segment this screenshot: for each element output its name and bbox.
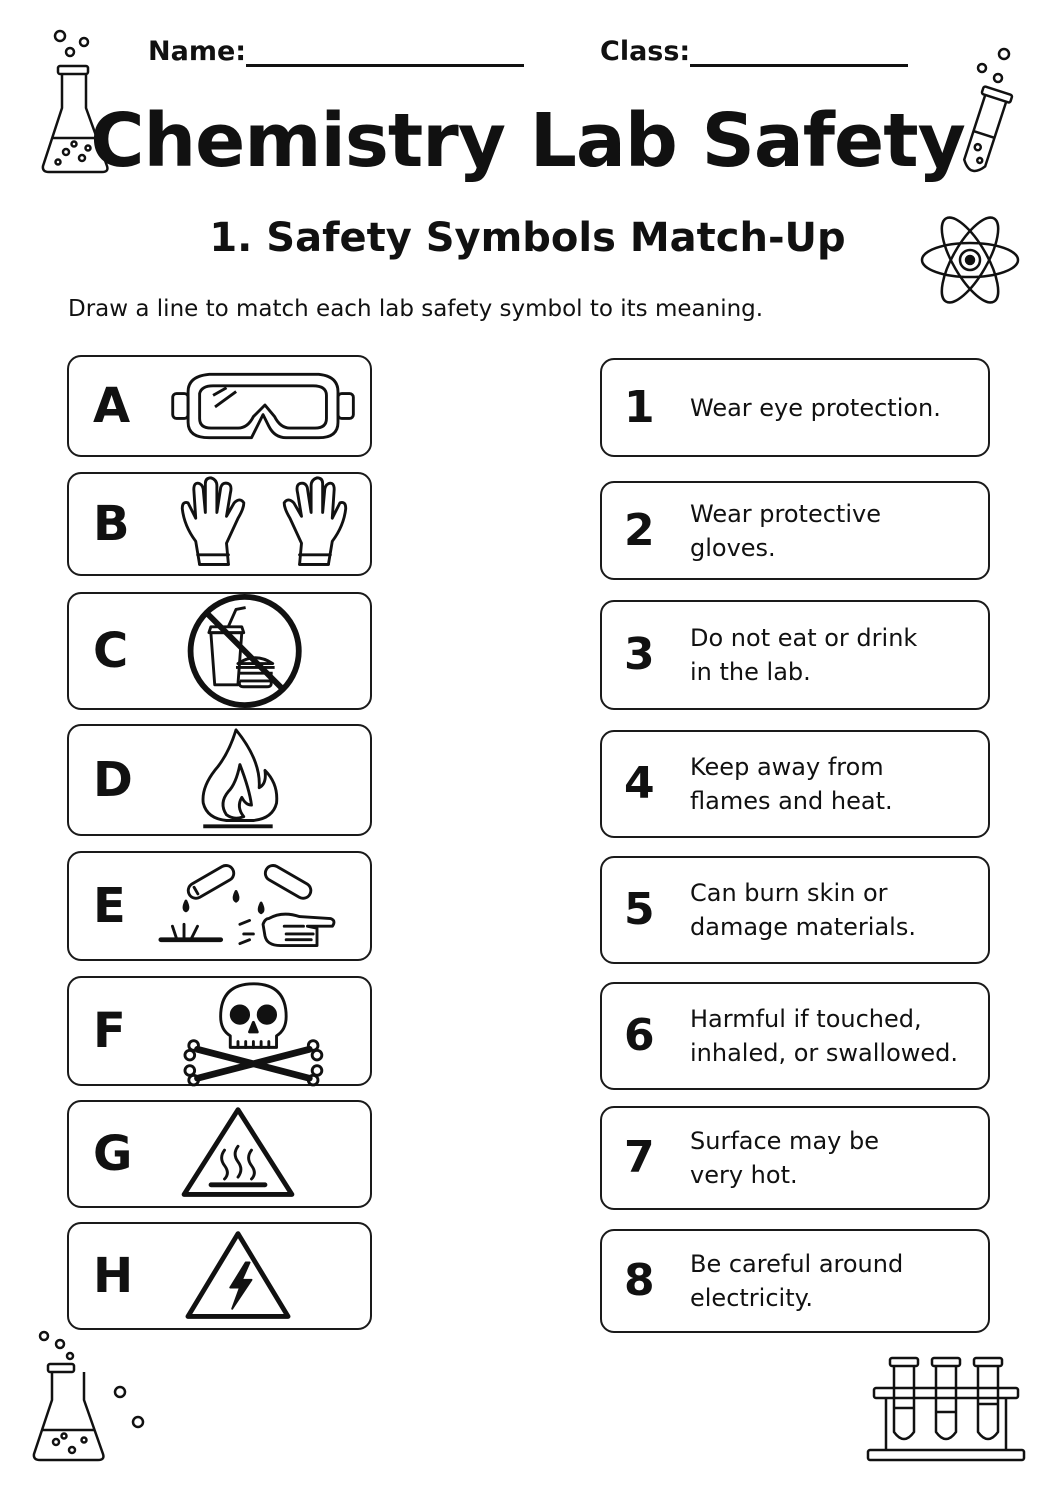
meaning-number: 4 bbox=[624, 758, 655, 809]
symbol-letter: D bbox=[93, 752, 133, 808]
symbol-card-h[interactable] bbox=[67, 1222, 372, 1330]
meaning-number: 2 bbox=[624, 504, 655, 556]
meaning-text: Can burn skin or damage materials. bbox=[690, 879, 916, 941]
symbol-card-a[interactable] bbox=[67, 355, 372, 457]
meaning-number: 6 bbox=[624, 1010, 655, 1061]
name-label: Name: bbox=[148, 36, 247, 67]
meaning-card-7[interactable] bbox=[600, 1106, 990, 1210]
meaning-text: Do not eat or drink in the lab. bbox=[690, 624, 918, 686]
meaning-number: 3 bbox=[624, 629, 655, 680]
flask-icon bbox=[30, 1330, 150, 1466]
symbol-letter: A bbox=[93, 378, 131, 434]
test-tube-icon bbox=[948, 46, 1018, 181]
meaning-number: 1 bbox=[624, 381, 655, 433]
meaning-number: 5 bbox=[624, 884, 655, 935]
meaning-card-4[interactable] bbox=[600, 730, 990, 838]
meaning-card-8[interactable] bbox=[600, 1229, 990, 1333]
meaning-text: Wear protective gloves. bbox=[690, 499, 881, 562]
safety-goggles-icon bbox=[169, 357, 359, 455]
meaning-text: Be careful around electricity. bbox=[690, 1250, 904, 1312]
meaning-text: Wear eye protection. bbox=[690, 393, 941, 422]
symbol-card-f[interactable] bbox=[67, 976, 372, 1086]
name-field[interactable] bbox=[246, 64, 524, 67]
atom-icon bbox=[918, 208, 1022, 312]
page-title: Chemistry Lab Safety bbox=[90, 98, 965, 184]
flame-icon bbox=[169, 726, 359, 834]
meaning-card-3[interactable] bbox=[600, 600, 990, 710]
meaning-text: Keep away from flames and heat. bbox=[690, 753, 893, 815]
test-tube-rack-icon bbox=[866, 1352, 1026, 1467]
hot-surface-icon bbox=[169, 1102, 359, 1206]
symbol-card-c[interactable] bbox=[67, 592, 372, 710]
meaning-number: 7 bbox=[624, 1132, 655, 1183]
symbol-letter: C bbox=[93, 623, 129, 679]
instructions: Draw a line to match each lab safety symbol to its meaning. bbox=[68, 296, 764, 322]
symbol-card-g[interactable] bbox=[67, 1100, 372, 1208]
meaning-card-1[interactable] bbox=[600, 358, 990, 457]
symbol-card-e[interactable] bbox=[67, 851, 372, 961]
corrosive-icon bbox=[169, 853, 359, 959]
meaning-card-5[interactable] bbox=[600, 856, 990, 964]
class-label: Class: bbox=[600, 36, 691, 67]
symbol-letter: G bbox=[93, 1126, 133, 1182]
meaning-number: 8 bbox=[624, 1255, 655, 1306]
symbol-card-b[interactable] bbox=[67, 472, 372, 576]
symbol-letter: H bbox=[93, 1248, 134, 1304]
symbol-card-d[interactable] bbox=[67, 724, 372, 836]
meaning-text: Harmful if touched, inhaled, or swallowed. bbox=[690, 1005, 959, 1067]
meaning-card-2[interactable] bbox=[600, 481, 990, 580]
meaning-text: Surface may be very hot. bbox=[690, 1127, 879, 1189]
flask-icon bbox=[38, 28, 118, 178]
symbol-letter: F bbox=[93, 1003, 126, 1059]
symbol-letter: B bbox=[93, 496, 130, 552]
skull-crossbones-icon bbox=[169, 978, 359, 1084]
symbol-letter: E bbox=[93, 878, 126, 934]
meaning-card-6[interactable] bbox=[600, 982, 990, 1090]
protective-gloves-icon bbox=[169, 474, 359, 574]
no-food-drink-icon bbox=[169, 594, 359, 708]
section-title: 1. Safety Symbols Match-Up bbox=[209, 215, 846, 261]
class-field[interactable] bbox=[690, 64, 908, 67]
electrical-hazard-icon bbox=[169, 1224, 359, 1328]
